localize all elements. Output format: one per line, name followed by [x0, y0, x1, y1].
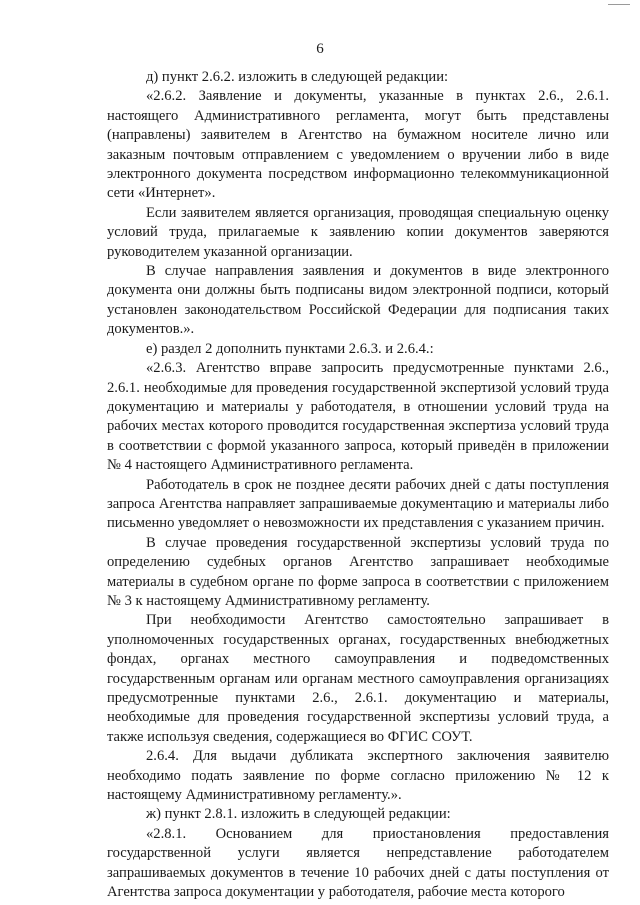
paragraph-2-6-3: «2.6.3. Агентство вправе запросить предусмотренные пунктами 2.6., 2.6.1. необходимые для проведения государственной экспертизой условий труда документацию и материалы у работодателя, в отношении условий труда на рабочих местах которого проводится государственная экспертиза условий труда в соответствии с формой указанного запроса, который приведён в приложении № 4 настоящего Административного регламента. [107, 360, 609, 474]
paragraph-2-6-4: 2.6.4. Для выдачи дубликата экспертного заключения заявителю необходимо подать заявление по форме согласно приложению № 12 к настоящему Административному регламенту.». [107, 748, 609, 804]
paragraph-court: В случае проведения государственной экспертизы условий труда по определению судебных органов Агентство запрашивает необходимые материалы в судебном органе по форме запроса в соответствии с приложением № 3 к настоящему Административному регламенту. [107, 534, 609, 609]
scan-mark [608, 4, 630, 7]
document-body [107, 68, 609, 902]
paragraph-employer: Работодатель в срок не позднее десяти рабочих дней с даты поступления запроса Агентства направляет запрашиваемые документацию и материалы либо письменно уведомляет о невозможности их представления с указанием причин. [107, 476, 609, 532]
paragraph-e: е) раздел 2 дополнить пунктами 2.6.3. и 2.6.4.: [146, 340, 434, 357]
paragraph-zh: ж) пункт 2.8.1. изложить в следующей редакции: [146, 806, 451, 823]
paragraph-2-8-1: «2.8.1. Основанием для приостановления предоставления государственной услуги является непредставление работодателем запрашиваемых документов в течение 10 рабочих дней с даты поступления от Агентства запроса документации у работодателя, рабочие места которого [107, 825, 609, 901]
page-number: 6 [316, 41, 324, 57]
paragraph-2-6-2: «2.6.2. Заявление и документы, указанные в пунктах 2.6., 2.6.1. настоящего Административного регламента, могут быть представлены (направлены) заявителем в Агентство на бумажном носителе лично или заказным почтовым отправлением с уведомлением о вручении либо в виде электронного документа посредством информационно телекоммуникационной сети «Интернет». [107, 88, 609, 202]
paragraph-request: При необходимости Агентство самостоятельно запрашивает в уполномоченных государственных органах, государственных внебюджетных фондах, органах местного самоуправления и подведомственных государственным органам или органам местного самоуправления организациях предусмотренные пунктами 2.6., 2.6.1. документацию и материалы, необходимые для проведения государственной экспертизы условий труда, а также используя сведения, содержащиеся во ФГИС СОУТ. [107, 612, 609, 745]
paragraph-electronic: В случае направления заявления и документов в виде электронного документа они должны быть подписаны видом электронной подписи, который установлен законодательством Российской Федерации для подписания таких документов.». [107, 263, 609, 338]
paragraph-organization: Если заявителем является организация, проводящая специальную оценку условий труда, прилагаемые к заявлению копии документов заверяются руководителем указанной организации. [107, 204, 609, 260]
paragraph-d: д) пункт 2.6.2. изложить в следующей редакции: [146, 69, 449, 85]
